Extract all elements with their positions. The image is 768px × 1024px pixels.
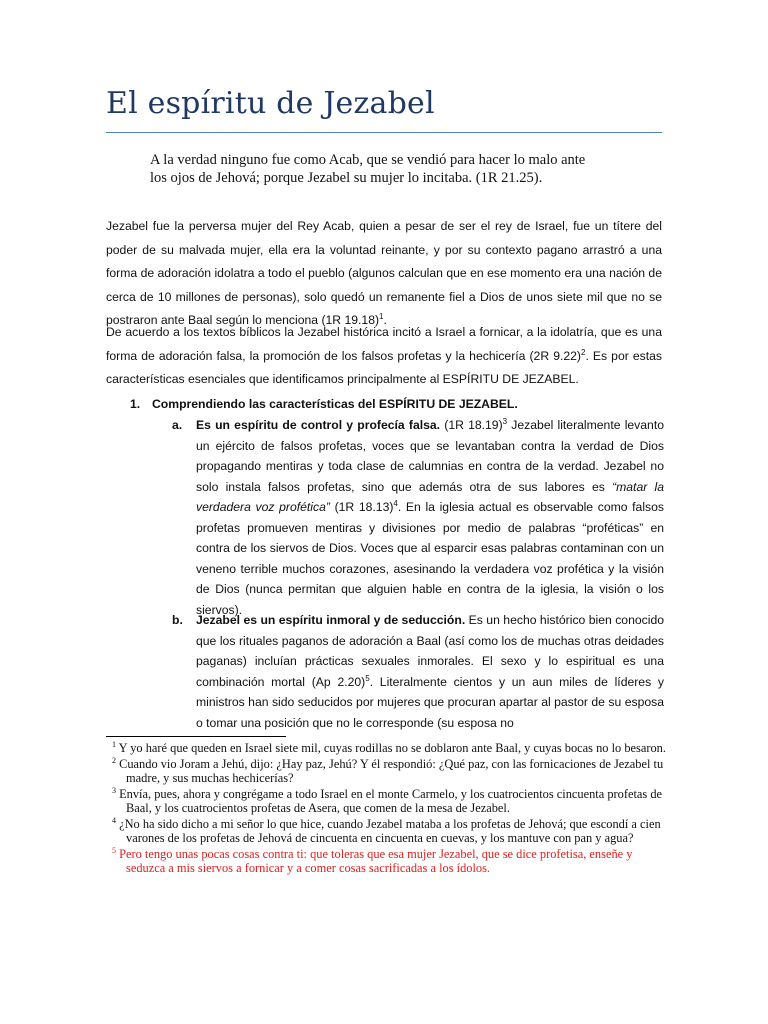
item-b-part2: . Literalmente cientos y un aun miles de líderes y ministros han sido seducidos por mujeres que procuran apartar al pastor de su esposa o tomar una posición que no le corresponde (su esposa no xyxy=(196,674,665,730)
item-a-part1: (1R 18.19) xyxy=(440,418,503,432)
footnote-2-text: Cuando vio Joram a Jehú, dijo: ¿Hay paz, Jehú? Y él respondió: ¿Qué paz, con las fornicaciones de Jezabel tu madre, y sus muchas hechicerías? xyxy=(116,756,664,785)
footnote-1 xyxy=(106,741,666,756)
item-a-italic: “matar la verdadera voz profética” xyxy=(196,479,664,514)
list-heading xyxy=(130,394,662,414)
paragraph-1 xyxy=(106,215,662,333)
item-a-part3: (1R 18.13) xyxy=(329,500,394,514)
footnote-ref-4[interactable]: 4 xyxy=(393,498,398,508)
quote-line-1: A la verdad ninguno fue como Acab, que se vendió para hacer lo malo ante xyxy=(150,152,586,168)
footnote-1-number: 1 xyxy=(112,739,116,749)
footnote-4-number: 4 xyxy=(112,815,116,825)
item-b-label: b. xyxy=(172,613,183,627)
footnote-ref-3[interactable]: 3 xyxy=(502,416,508,426)
footnote-4-text: ¿No ha sido dicho a mi señor lo que hice, cuando Jezabel mataba a los profetas de Jehová; que escondí a cien varones de los profetas de Jehová de cincuenta en cincuenta en cuevas, y los mantuve con pan y agua? xyxy=(116,816,661,845)
quote-line-2: los ojos de Jehová; porque Jezabel su mujer lo incitaba. (1R 21.25). xyxy=(150,170,543,186)
list-heading-text: Comprendiendo las características del ESPÍRITU DE JEZABEL. xyxy=(152,397,518,411)
list-item-a xyxy=(172,415,664,620)
item-a-bold: Es un espíritu de control y profecía falsa. xyxy=(196,418,441,432)
item-b-part1: Es un hecho histórico bien conocido que los rituales paganos de adoración a Baal (así como los de muchas otras deidades paganas) incluían prácticas sexuales inmorales. El sexo y lo espiritual es una combinación mortal (Ap 2.20) xyxy=(196,613,665,689)
footnote-4 xyxy=(106,817,666,846)
footnotes xyxy=(106,741,666,877)
item-a-label: a. xyxy=(172,418,183,432)
item-b-text xyxy=(196,610,664,733)
footnote-1-text: Y yo haré que queden en Israel siete mil, cuyas rodillas no se doblaron ante Baal, y cuyas bocas no lo besaron. xyxy=(116,741,666,755)
item-a-part2: Jezabel literalmente levanto un ejército de falsos profetas, voces que se levantaban contra la verdad de Dios propagando mentiras y toda clase de calumnias en contra de la verdad. Jezabel no solo instala falsos profetas, sino que además otra de sus labores es xyxy=(196,418,664,494)
page-title: El espíritu de Jezabel xyxy=(106,86,435,121)
footnote-2 xyxy=(106,757,666,786)
footnote-5-text: Pero tengo unas pocas cosas contra ti: que toleras que esa mujer Jezabel, que se dice profetisa, enseñe y seduzca a mis siervos a fornicar y a comer cosas sacrificadas a los ídolos. xyxy=(116,846,633,875)
footnote-ref-5[interactable]: 5 xyxy=(365,673,370,683)
paragraph-1-end: . xyxy=(383,313,387,327)
footnote-2-number: 2 xyxy=(112,755,116,765)
paragraph-2-text: De acuerdo a los textos bíblicos la Jezabel histórica incitó a Israel a fornicar, a la idolatría, que es una forma de adoración falsa, la promoción de los falsos profetas y la hechicería (2R 9.22) xyxy=(106,325,662,363)
paragraph-2-end: . Es por estas características esenciales que identificamos principalmente al ESPÍRITU DE JEZABEL. xyxy=(106,348,663,386)
footnote-5-number: 5 xyxy=(112,845,116,855)
list-item-b xyxy=(172,610,664,733)
footnote-3-text: Envía, pues, ahora y congrégame a todo Israel en el monte Carmelo, y los cuatrocientos cincuenta profetas de Baal, y los cuatrocientos profetas de Asera, que comen de la mesa de Jezabel. xyxy=(116,786,663,815)
list-number: 1. xyxy=(130,397,141,411)
item-a-text xyxy=(196,415,664,620)
footnote-separator xyxy=(106,736,286,737)
footnote-ref-1[interactable]: 1 xyxy=(379,311,384,321)
footnote-3 xyxy=(106,787,666,816)
footnote-ref-2[interactable]: 2 xyxy=(580,347,586,357)
item-a-part4: . En la iglesia actual es observable como falsos profetas promueven mentiras y divisiones por medio de palabras “proféticas” en contra de los siervos de Dios. Voces que al esparcir esas palabras contaminan con un veneno terrible muchos corazones, asesinando la verdadera voz profética y la visión de Dios (nunca permitan que alguien hable en contra de la iglesia, la visión o los siervos). xyxy=(196,500,665,617)
paragraph-1-text: Jezabel fue la perversa mujer del Rey Acab, quien a pesar de ser el rey de Israel, fue un títere del poder de su malvada mujer, ella era la voluntad reinante, y por su contexto pagano arrastró a una forma de adoración idolatra a todo el pueblo (algunos calculan que en ese momento era una nación de cerca de 10 millones de personas), solo quedó un remanente fiel a Dios de unos siete mil que no se postraron ante Baal según lo menciona (1R 19.18) xyxy=(106,219,662,327)
title-underline xyxy=(106,132,662,133)
footnote-3-number: 3 xyxy=(112,785,116,795)
epigraph-quote xyxy=(150,151,630,187)
paragraph-2 xyxy=(106,321,662,392)
footnote-5 xyxy=(106,847,666,876)
item-b-bold: Jezabel es un espíritu inmoral y de seducción. xyxy=(196,613,466,627)
